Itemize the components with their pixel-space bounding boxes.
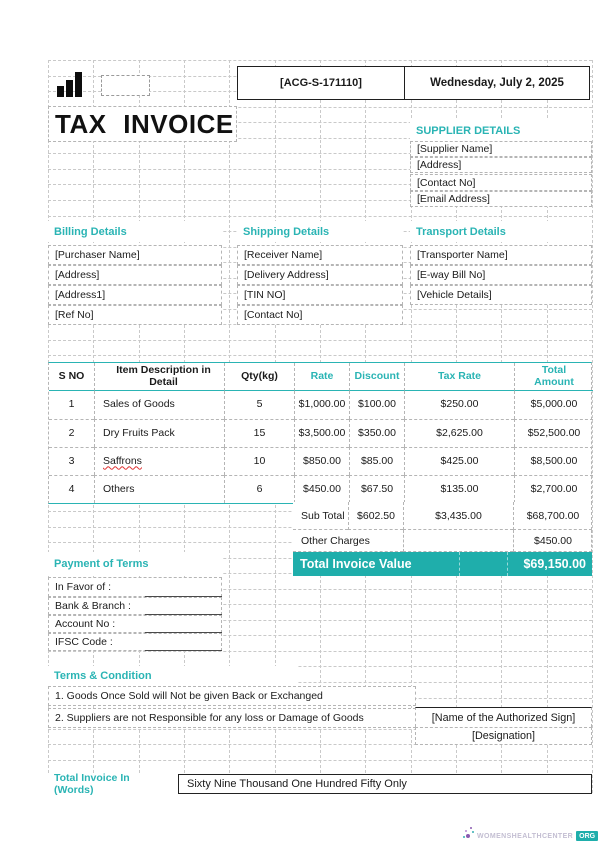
table-cell-tax-rate: $425.00 xyxy=(404,447,514,475)
transport-details-heading: Transport Details xyxy=(410,221,592,242)
table-cell-desc: Others xyxy=(94,475,224,503)
vehicle-details-field: [Vehicle Details] xyxy=(410,285,592,305)
sub-total-row xyxy=(293,502,592,530)
terms-item-1: 1. Goods Once Sold will Not be given Back or Exchanged xyxy=(48,686,416,706)
table-cell-qty: 6 xyxy=(224,475,294,503)
table-cell-desc: Dry Fruits Pack xyxy=(94,419,224,447)
table-cell-tax-rate: $250.00 xyxy=(404,391,514,419)
site-watermark xyxy=(466,831,598,841)
table-cell-sno: 3 xyxy=(49,447,94,475)
table-cell-discount: $350.00 xyxy=(349,419,404,447)
col-header-total-amount: Total Amount xyxy=(514,363,593,391)
billing-address-field: [Address] xyxy=(48,265,222,285)
supplier-details-heading: SUPPLIER DETAILS xyxy=(410,120,592,141)
table-cell-sno: 1 xyxy=(68,398,75,411)
invoice-date: Wednesday, July 2, 2025 xyxy=(430,77,564,89)
col-header-qty: Qty(kg) xyxy=(224,363,294,391)
total-in-words-value: Sixty Nine Thousand One Hundred Fifty Only xyxy=(178,774,592,794)
table-cell-total: $2,700.00 xyxy=(514,475,593,503)
table-cell-rate: $1,000.00 xyxy=(294,391,349,419)
ifsc-code-field: IFSC Code : xyxy=(48,633,222,651)
authorized-sign-name: [Name of the Authorized Sign] xyxy=(415,707,592,727)
other-charges-label: Other Charges xyxy=(293,530,403,552)
bar-chart-logo-icon xyxy=(57,72,82,97)
other-charges-amount: $450.00 xyxy=(513,530,592,552)
table-cell-sno: 2 xyxy=(49,419,94,447)
table-cell-tax-rate: $2,625.00 xyxy=(404,419,514,447)
table-cell-qty: 10 xyxy=(224,447,294,475)
table-cell-total: $8,500.00 xyxy=(514,447,593,475)
sub-total-discount: $602.50 xyxy=(348,502,403,530)
sub-total-tax: $3,435.00 xyxy=(403,502,513,530)
supplier-email-field: [Email Address] xyxy=(410,191,592,207)
table-cell-tax-rate: $135.00 xyxy=(404,475,514,503)
ifsc-code-write-line xyxy=(145,650,222,651)
bank-branch-field: Bank & Branch : xyxy=(48,597,222,615)
table-cell-sno: 4 xyxy=(49,475,94,503)
invoice-header-bar xyxy=(237,66,590,100)
supplier-name-field: [Supplier Name] xyxy=(410,141,592,157)
table-cell-discount: $67.50 xyxy=(349,475,404,503)
account-no-write-line xyxy=(145,632,222,633)
table-cell-desc-misspelled: Saffrons xyxy=(103,454,142,467)
page-title: TAX INVOICE xyxy=(55,108,234,139)
watermark-tld-badge: ORG xyxy=(576,831,598,841)
items-table xyxy=(48,362,592,504)
sub-total-amount: $68,700.00 xyxy=(513,502,592,530)
signature-block xyxy=(415,707,592,745)
col-header-description: Item Description in Detail xyxy=(94,363,224,391)
total-invoice-label: Total Invoice Value xyxy=(300,557,412,571)
document-title-cell xyxy=(48,106,237,142)
sparkle-icon xyxy=(466,834,470,838)
table-cell-discount: $85.00 xyxy=(349,447,404,475)
table-cell-rate: $450.00 xyxy=(294,475,349,503)
supplier-address-field: [Address] xyxy=(410,157,592,173)
eway-bill-field: [E-way Bill No] xyxy=(410,265,592,285)
col-header-tax-rate: Tax Rate xyxy=(404,363,514,391)
watermark-site-name: WOMENSHEALTHCENTER xyxy=(477,832,574,840)
table-cell-qty: 15 xyxy=(224,419,294,447)
other-charges-blank xyxy=(403,530,513,552)
shipping-contact-field: [Contact No] xyxy=(237,305,403,325)
in-favor-of-field: In Favor of : xyxy=(48,577,222,597)
total-invoice-gap xyxy=(459,552,507,576)
billing-address1-field: [Address1] xyxy=(48,285,222,305)
table-cell-desc: Sales of Goods xyxy=(94,391,224,419)
payment-terms-heading: Payment of Terms xyxy=(48,552,222,576)
ref-no-field: [Ref No] xyxy=(48,305,222,325)
supplier-contact-field: [Contact No] xyxy=(410,174,592,191)
terms-condition-heading: Terms & Condition xyxy=(48,666,298,686)
table-cell-total: $52,500.00 xyxy=(514,419,593,447)
invoice-code: [ACG-S-171110] xyxy=(238,67,405,99)
delivery-address-field: [Delivery Address] xyxy=(237,265,403,285)
table-cell-discount: $100.00 xyxy=(349,391,404,419)
logo-placeholder-box xyxy=(101,75,150,96)
table-cell-rate: $850.00 xyxy=(294,447,349,475)
total-invoice-value-row xyxy=(293,552,592,576)
terms-item-2: 2. Suppliers are not Responsible for any loss or Damage of Goods xyxy=(48,708,416,728)
bank-branch-write-line xyxy=(145,614,222,615)
table-cell-total: $5,000.00 xyxy=(514,391,593,419)
transporter-name-field: [Transporter Name] xyxy=(410,245,592,265)
table-cell-qty: 5 xyxy=(224,391,294,419)
billing-details-heading: Billing Details xyxy=(48,221,222,242)
authorized-sign-designation: [Designation] xyxy=(415,727,592,745)
sub-total-label: Sub Total xyxy=(293,502,348,530)
purchaser-name-field: [Purchaser Name] xyxy=(48,245,222,265)
col-header-sno: S NO xyxy=(49,363,94,391)
receiver-name-field: [Receiver Name] xyxy=(237,245,403,265)
other-charges-row xyxy=(293,530,592,552)
col-header-rate: Rate xyxy=(294,363,349,391)
col-header-discount: Discount xyxy=(349,363,404,391)
in-favor-write-line xyxy=(145,596,222,597)
table-cell-rate: $3,500.00 xyxy=(294,419,349,447)
total-invoice-amount: $69,150.00 xyxy=(507,552,592,576)
account-no-field: Account No : xyxy=(48,615,222,633)
total-in-words-label: Total Invoice In (Words) xyxy=(48,774,178,794)
shipping-details-heading: Shipping Details xyxy=(237,221,403,242)
tin-no-field: [TIN NO] xyxy=(237,285,403,305)
